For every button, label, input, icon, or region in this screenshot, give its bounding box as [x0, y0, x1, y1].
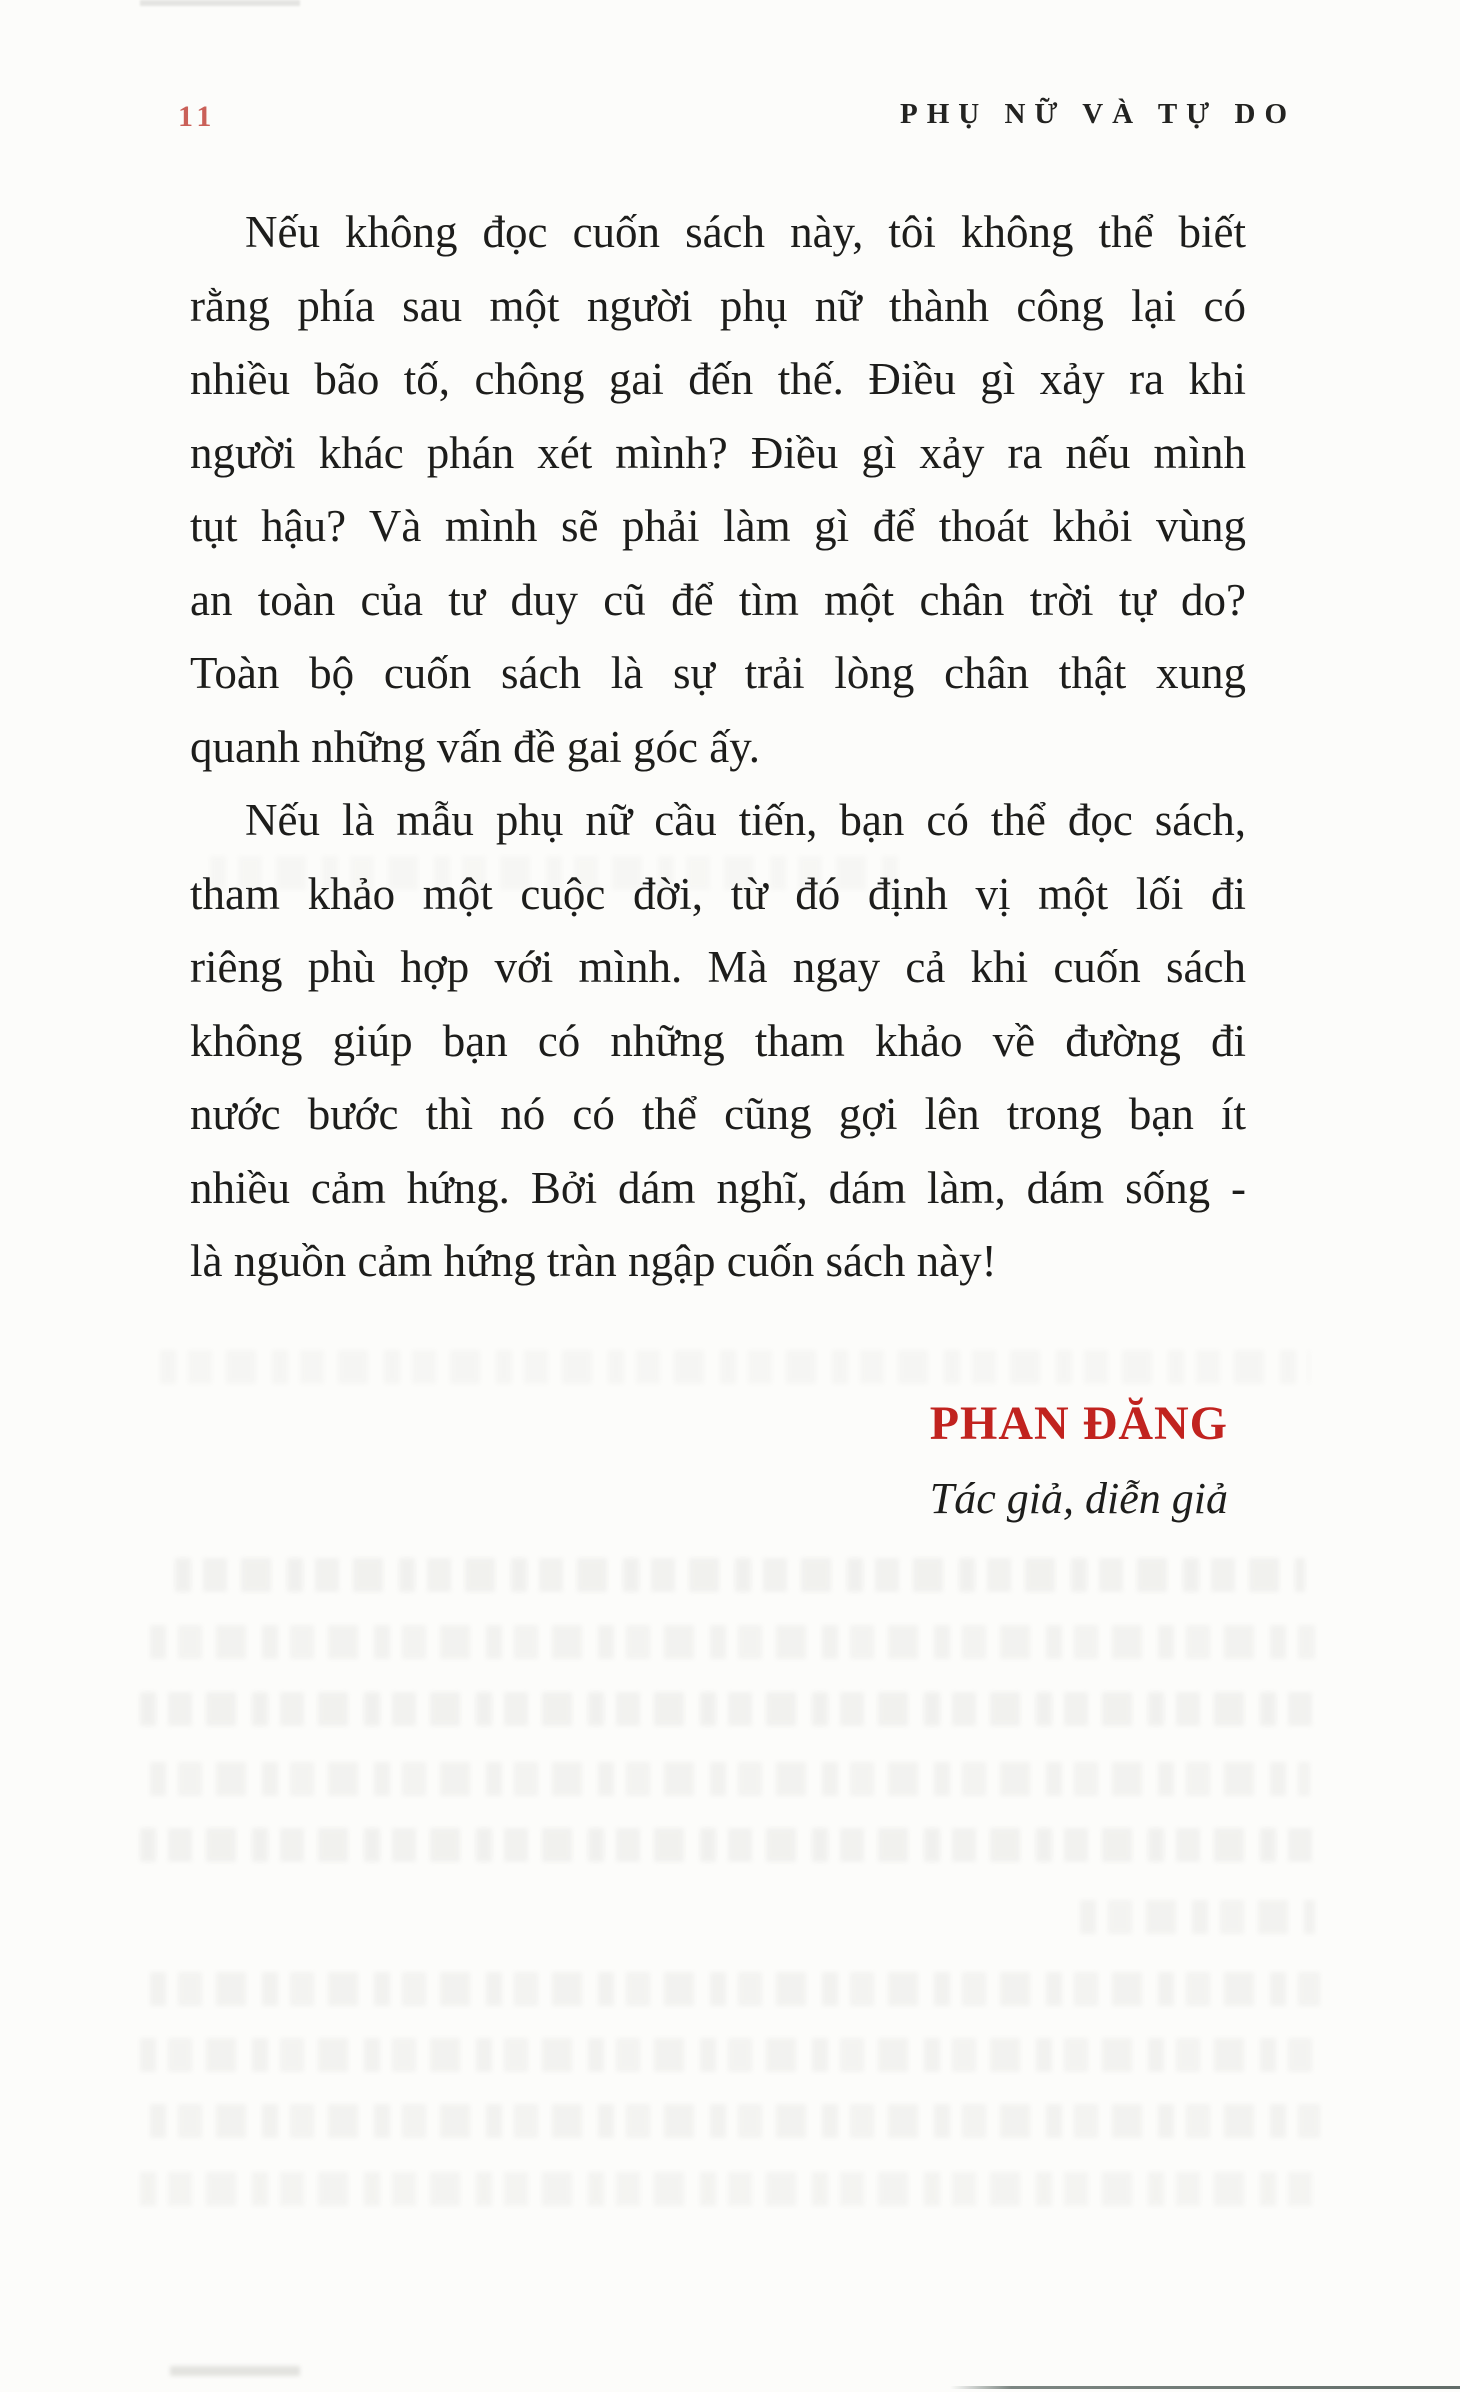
- bleedthrough-line: [140, 1692, 1315, 1726]
- bleedthrough-line: [160, 1350, 1310, 1384]
- bleedthrough-line: [210, 856, 910, 890]
- body-line: nhiều bão tố, chông gai đến thế. Điều gì xảy ra khi: [190, 354, 1246, 404]
- body-line: nhiều cảm hứng. Bởi dám nghĩ, dám làm, dám sống -: [190, 1162, 1246, 1213]
- body-line: rằng phía sau một người phụ nữ thành công lại có: [190, 280, 1246, 331]
- page-number: 11: [178, 100, 217, 133]
- bleedthrough-line: [140, 2038, 1320, 2072]
- author-title: Tác giả, diễn giả: [929, 1474, 1228, 1523]
- bleedthrough-line: [175, 1558, 1305, 1592]
- bleedthrough-line: [150, 1972, 1320, 2006]
- bleedthrough-line: [140, 1828, 1320, 1862]
- body-line: Nếu không đọc cuốn sách này, tôi không thể biết: [245, 207, 1246, 257]
- body-line: không giúp bạn có những tham khảo về đường đi: [190, 1015, 1246, 1066]
- running-header: PHỤ NỮ VÀ TỰ DO: [900, 98, 1296, 130]
- bleedthrough-line: [150, 1762, 1310, 1796]
- author-name: PHAN ĐĂNG: [929, 1397, 1228, 1450]
- body-line: quanh những vấn đề gai góc ấy.: [190, 721, 761, 772]
- author-signature: [930, 1396, 1228, 1524]
- body-line: nước bước thì nó có thể cũng gợi lên trong bạn ít: [190, 1089, 1246, 1139]
- bleedthrough-line: [150, 1625, 1315, 1659]
- body-line: Toàn bộ cuốn sách là sự trải lòng chân thật xung: [190, 648, 1246, 698]
- scan-smudge-bottom: [170, 2366, 300, 2376]
- page-bottom-edge: [950, 2386, 1460, 2389]
- bleedthrough-line: [150, 2104, 1320, 2138]
- body-line: tham khảo một cuộc đời, từ đó định vị một lối đi: [190, 868, 1246, 919]
- body-line: riêng phù hợp với mình. Mà ngay cả khi cuốn sách: [190, 942, 1246, 992]
- body-line: người khác phán xét mình? Điều gì xảy ra nếu mình: [190, 427, 1246, 478]
- bleedthrough-line: [1080, 1900, 1315, 1934]
- body-text: [190, 196, 1246, 1299]
- body-line: an toàn của tư duy cũ để tìm một chân trời tự do?: [190, 574, 1246, 625]
- body-line: là nguồn cảm hứng tràn ngập cuốn sách này!: [190, 1236, 997, 1286]
- body-line: tụt hậu? Và mình sẽ phải làm gì để thoát khỏi vùng: [190, 501, 1246, 551]
- body-line: Nếu là mẫu phụ nữ cầu tiến, bạn có thể đọc sách,: [245, 795, 1246, 845]
- scan-smudge-top: [140, 0, 300, 6]
- bleedthrough-line: [140, 2172, 1320, 2206]
